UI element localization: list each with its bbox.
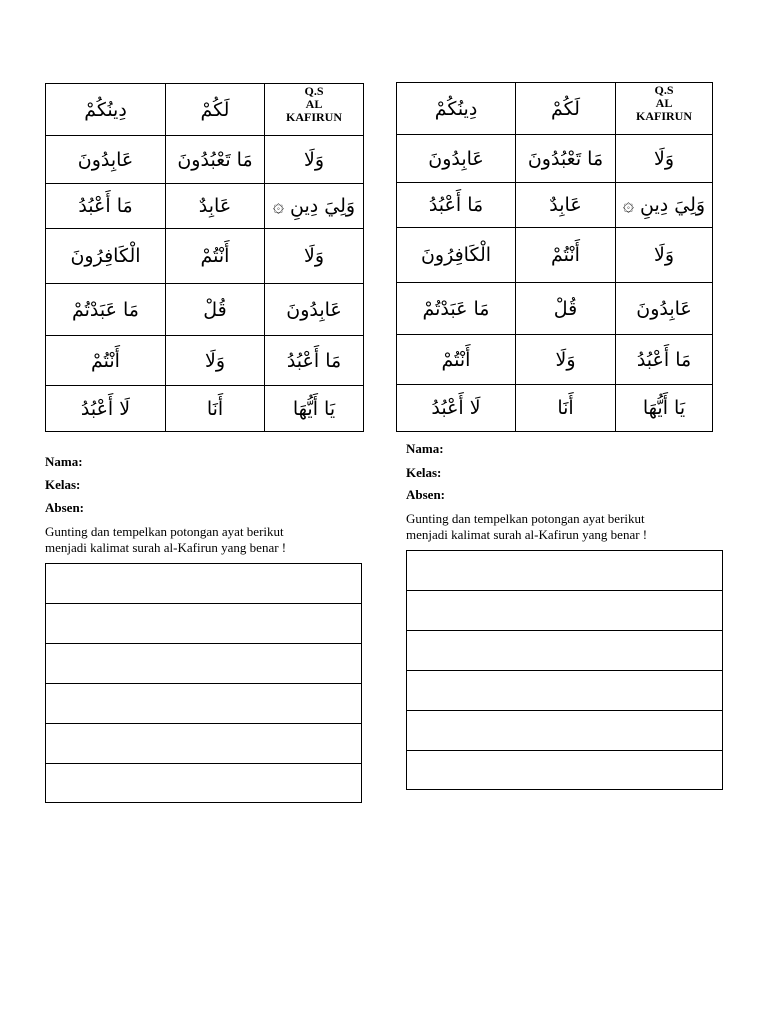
verse-piece[interactable]: أَنْتُمْ bbox=[166, 229, 265, 284]
verse-piece[interactable]: قُلْ bbox=[166, 284, 265, 336]
instruction-line: menjadi kalimat surah al-Kafirun yang benar ! bbox=[406, 527, 648, 542]
answer-row[interactable] bbox=[407, 551, 723, 591]
name-label: Nama: bbox=[45, 454, 83, 469]
verse-piece[interactable]: وَلِيَ دِينِ ۞ bbox=[265, 184, 364, 229]
instruction-text bbox=[406, 511, 647, 543]
verse-pieces-table bbox=[396, 82, 713, 432]
answer-row[interactable] bbox=[407, 751, 723, 790]
verse-piece[interactable]: وَلَا bbox=[265, 136, 364, 184]
instruction-line: Gunting dan tempelkan potongan ayat berikut bbox=[45, 524, 284, 539]
verse-piece[interactable]: عَابِدُونَ bbox=[397, 135, 516, 183]
verse-piece[interactable]: لَكُمْ bbox=[516, 83, 616, 135]
verse-piece[interactable]: عَابِدٌ bbox=[166, 184, 265, 229]
verse-piece[interactable]: وَلَا bbox=[516, 335, 616, 385]
answer-table bbox=[45, 563, 362, 803]
verse-piece[interactable]: لَا أَعْبُدُ bbox=[397, 385, 516, 432]
answer-row[interactable] bbox=[46, 564, 362, 604]
answer-row[interactable] bbox=[407, 671, 723, 711]
answer-row[interactable] bbox=[46, 764, 362, 803]
verse-piece[interactable]: عَابِدُونَ bbox=[616, 283, 713, 335]
name-label: Nama: bbox=[406, 441, 444, 456]
verse-piece[interactable]: دِينُكُمْ bbox=[397, 83, 516, 135]
answer-row[interactable] bbox=[46, 604, 362, 644]
answer-table bbox=[406, 550, 723, 790]
verse-piece[interactable]: عَابِدُونَ bbox=[265, 284, 364, 336]
surah-title-line: KAFIRUN bbox=[286, 110, 342, 124]
verse-piece[interactable]: أَنْتُمْ bbox=[397, 335, 516, 385]
class-label: Kelas: bbox=[45, 477, 81, 492]
surah-title-line: AL bbox=[305, 97, 323, 111]
answer-row[interactable] bbox=[407, 591, 723, 631]
verse-piece[interactable]: عَابِدٌ bbox=[516, 183, 616, 228]
verse-piece[interactable]: مَا أَعْبُدُ bbox=[265, 336, 364, 386]
verse-pieces-table bbox=[45, 83, 364, 432]
verse-piece[interactable]: دِينُكُمْ bbox=[46, 84, 166, 136]
class-label: Kelas: bbox=[406, 465, 442, 480]
verse-piece[interactable]: مَا عَبَدْتُمْ bbox=[46, 284, 166, 336]
verse-piece[interactable]: عَابِدُونَ bbox=[46, 136, 166, 184]
surah-title-line: Q.S bbox=[654, 83, 674, 97]
attendance-label: Absen: bbox=[406, 487, 446, 502]
instruction-line: menjadi kalimat surah al-Kafirun yang benar ! bbox=[45, 540, 287, 555]
verse-piece[interactable]: مَا أَعْبُدُ bbox=[397, 183, 516, 228]
verse-piece[interactable]: وَلَا bbox=[166, 336, 265, 386]
answer-row[interactable] bbox=[407, 631, 723, 671]
verse-piece[interactable]: أَنَا bbox=[166, 386, 265, 432]
answer-row[interactable] bbox=[46, 684, 362, 724]
answer-row[interactable] bbox=[46, 644, 362, 684]
verse-piece[interactable]: أَنْتُمْ bbox=[516, 228, 616, 283]
answer-row[interactable] bbox=[407, 711, 723, 751]
verse-piece[interactable]: مَا أَعْبُدُ bbox=[46, 184, 166, 229]
verse-piece[interactable]: مَا تَعْبُدُونَ bbox=[516, 135, 616, 183]
answer-row[interactable] bbox=[46, 724, 362, 764]
attendance-label: Absen: bbox=[45, 500, 85, 515]
surah-title-line: AL bbox=[655, 96, 673, 110]
verse-piece[interactable]: أَنَا bbox=[516, 385, 616, 432]
verse-piece[interactable]: قُلْ bbox=[516, 283, 616, 335]
verse-piece[interactable]: وَلِيَ دِينِ ۞ bbox=[616, 183, 713, 228]
verse-piece[interactable]: وَلَا bbox=[616, 228, 713, 283]
instruction-text bbox=[45, 524, 286, 556]
surah-title-line: Q.S bbox=[304, 84, 324, 98]
verse-piece[interactable]: يَا أَيُّهَا bbox=[616, 385, 713, 432]
verse-piece[interactable]: مَا عَبَدْتُمْ bbox=[397, 283, 516, 335]
verse-piece[interactable]: مَا تَعْبُدُونَ bbox=[166, 136, 265, 184]
verse-piece[interactable]: أَنْتُمْ bbox=[46, 336, 166, 386]
verse-piece[interactable]: وَلَا bbox=[616, 135, 713, 183]
verse-piece[interactable]: وَلَا bbox=[265, 229, 364, 284]
verse-piece[interactable]: الْكَافِرُونَ bbox=[397, 228, 516, 283]
instruction-line: Gunting dan tempelkan potongan ayat berikut bbox=[406, 511, 645, 526]
verse-piece[interactable]: الْكَافِرُونَ bbox=[46, 229, 166, 284]
verse-piece[interactable]: لَا أَعْبُدُ bbox=[46, 386, 166, 432]
surah-title bbox=[265, 84, 364, 136]
verse-piece[interactable]: مَا أَعْبُدُ bbox=[616, 335, 713, 385]
surah-title-line: KAFIRUN bbox=[636, 109, 692, 123]
verse-piece[interactable]: لَكُمْ bbox=[166, 84, 265, 136]
surah-title bbox=[616, 83, 713, 135]
verse-piece[interactable]: يَا أَيُّهَا bbox=[265, 386, 364, 432]
